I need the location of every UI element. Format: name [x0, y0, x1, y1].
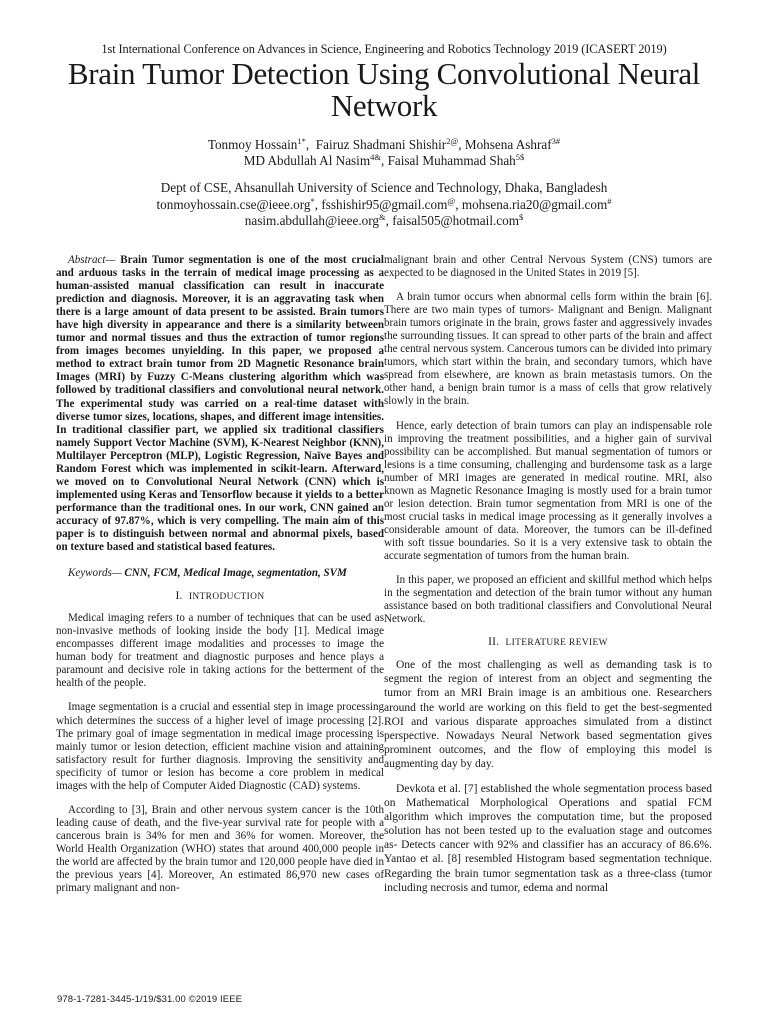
- section-heading-introduction: [56, 589, 384, 604]
- section-title: LITERATURE REVIEW: [505, 638, 608, 649]
- keywords-text: CNN, FCM, Medical Image, segmentation, SVM: [124, 567, 347, 580]
- intro-paragraph-6: In this paper, we proposed an efficient and skillful method which helps in the segmentation and detection of the brain tumor without any human assistance based on both traditional classifiers and Convolutional Neural Network.: [384, 574, 712, 626]
- left-column: [56, 254, 384, 895]
- author-separator: ,: [458, 137, 462, 152]
- intro-paragraph-2: Image segmentation is a crucial and essential step in image processing which determines the success of a higher level of image processing [2]. The primary goal of image segmentation in medical image processing is mainly tumor or lesion detection, efficient machine vision and attaining satisfactory result for further diagnosis. Improving the sensitivity and specificity of tumor or lesion has become a core problem in medical images with the help of Computer Aided Diagnostic (CAD) systems.: [56, 701, 384, 792]
- author-line-1: [0, 137, 768, 153]
- email-mark: &: [378, 212, 386, 222]
- author-line-2: [0, 153, 768, 169]
- email-line-1: [0, 197, 768, 214]
- section-title: INTRODUCTION: [188, 592, 265, 603]
- author-name: Mohsena Ashraf: [464, 137, 552, 152]
- author-mark: 4&: [370, 152, 381, 162]
- email: faisal505@hotmail.com: [392, 213, 519, 228]
- author-name: Fairuz Shadmani Shishir: [315, 137, 447, 152]
- email-separator: ,: [314, 196, 319, 212]
- intro-paragraph-4: A brain tumor occurs when abnormal cells form within the brain [6]. There are two main types of tumors- Malignant and Benign. Malignant brain tumors originate in the brain, grows faster and aggressively invades the surrounding tissues. It can spread to other parts of the brain and affect the central nervous system. Cancerous tumors can be divided into primary tumors, which start within the brain, and secondary tumors, which have spread from elsewhere, are known as brain metastasis tumors. On the other hand, a benign brain tumor is a mass of cells that grow relatively slowly in the brain.: [384, 291, 712, 408]
- abstract: [56, 254, 384, 554]
- affiliation: Dept of CSE, Ahsanullah University of Science and Technology, Dhaka, Bangladesh: [160, 180, 608, 195]
- email-mark: #: [607, 195, 612, 206]
- intro-paragraph-1: Medical imaging refers to a number of techniques that can be used as non-invasive methods of looking inside the body [1]. Medical image encompasses different image modalities and processes to image the human body for treatment and diagnostic purposes and hence plays a paramount and decisive role in taking actions for the betterment of the health of the people.: [56, 612, 384, 690]
- lit-paragraph-2: Devkota et al. [7] established the whole segmentation process based on Mathematical Morphological Operations and spatial FCM algorithm which improves the computation time, but the proposed solution has not been tested up to the evaluation stage and outcomes as- Detects cancer with 92% and classifier has an accuracy of 86.6%. Yantao et al. [8] resembled Histogram based segmentation technique. Regarding the brain tumor segmentation task as a three-class (tumor including necrosis and tumor, edema and normal: [384, 783, 712, 894]
- author-mark: 2@: [446, 136, 459, 146]
- paper-title: Brain Tumor Detection Using Convolutional Neural Network: [67, 56, 701, 123]
- copyright-footer: 978-1-7281-3445-1/19/$31.00 ©2019 IEEE: [57, 994, 243, 1005]
- right-column: [384, 254, 712, 895]
- intro-continuation: malignant brain and other Central Nervous System (CNS) tumors are expected to be diagnosed in the United States in 2019 [5].: [384, 254, 712, 280]
- email-mark: @: [447, 195, 456, 206]
- author-mark: 3#: [551, 136, 561, 146]
- email: tonmoyhossain.cse@ieee.org: [156, 196, 311, 212]
- affiliation-block: [0, 180, 768, 230]
- email-line-2: [0, 213, 768, 230]
- conference-header: 1st International Conference on Advances in Science, Engineering and Robotics Technology 2019 (ICASERT 2019): [101, 42, 667, 56]
- abstract-text: Brain Tumor segmentation is one of the most crucial and arduous tasks in the terrain of medical image processing as a human-assisted manual classification can result in inaccurate prediction and diagnosis. Moreover, it is an aggravating task when there is a large amount of data present to be assisted. Brain tumors have high diversity in appearance and there is a similarity between tumor and normal tissues and thus the extraction of tumor regions from images becomes unyielding. In this paper, we proposed a method to extract brain tumor from 2D Magnetic Resonance brain Images (MRI) by Fuzzy C-Means clustering algorithm which was followed by traditional classifiers and convolutional neural network. The experimental study was carried on a real-time dataset with diverse tumor sizes, locations, shapes, and different image intensities. In traditional classifier part, we applied six traditional classifiers namely Support Vector Machine (SVM), K-Nearest Neighbor (KNN), Multilayer Perceptron (MLP), Logistic Regression, Naïve Bayes and Random Forest which was implemented in scikit-learn. Afterward, we moved on to Convolutional Neural Network (CNN) which is implemented using Keras and Tensorflow because it yields to a better performance than the traditional ones. In our work, CNN gained an accuracy of 97.87%, which is very compelling. The main aim of this paper is to distinguish between normal and abnormal pixels, based on texture based and statistical based features.: [56, 254, 384, 554]
- email: mohsena.ria20@gmail.com: [461, 196, 608, 212]
- author-list: [0, 137, 768, 169]
- author-name: MD Abdullah Al Nasim: [243, 153, 371, 168]
- author-separator: ,: [380, 153, 385, 168]
- author-name: Faisal Muhammad Shah: [387, 153, 516, 168]
- email-mark: *: [310, 195, 315, 206]
- author-separator: ,: [305, 137, 310, 152]
- email: fsshishir95@gmail.com: [321, 196, 448, 212]
- intro-paragraph-5: Hence, early detection of brain tumors can play an indispensable role in improving the treatment possibilities, and a higher gain of survival possibility can be accomplished. But manual segmentation of tumors or lesions is a time consuming, challenging and burdensome task as a large number of MRI images are generated in medical routine. MRI, also known as Magnetic Resonance Imaging is mostly used for a brain tumor or lesion detection. Brain tumor segmentation from MRI is one of the most crucial tasks in medical image processing as it generally involves a considerable amount of data. Moreover, the tumors can be ill-defined with soft tissue boundaries. So it is a very extensive task to obtain the accurate segmentation of tumors from the human brain.: [384, 419, 712, 562]
- email-separator: ,: [385, 213, 389, 228]
- keywords-lead: Keywords—: [68, 567, 122, 580]
- author-mark: 1*: [297, 136, 306, 146]
- email-separator: ,: [455, 196, 459, 212]
- section-numeral: I.: [175, 589, 183, 603]
- intro-paragraph-3: According to [3], Brain and other nervous system cancer is the 10th leading cause of death, and the five-year survival rate for people with a cancerous brain is 34% for men and 36% for women. Moreover, the World Health Organization (WHO) states that around 400,000 people in the world are affected by the brain tumor and 120,000 people have died in the previous years [4]. Moreover, An estimated 86,970 new cases of primary malignant and non-: [56, 803, 384, 895]
- section-numeral: II.: [488, 635, 500, 649]
- email-mark: $: [518, 212, 524, 222]
- lit-paragraph-1: One of the most challenging as well as demanding task is to segment the region of interest from an object and segmenting the tumor from an MRI Brain image is an ambitious one. Researchers around the world are working on this field to get the best-segmented ROI and various disparate approaches simulated from a distinct perspective. Nowadays Neural Network based segmentation gives prominent outcomes, and the flow of employing this model is augmenting day by day.: [384, 659, 712, 770]
- author-name: Tonmoy Hossain: [207, 137, 298, 152]
- section-heading-literature-review: [384, 635, 712, 650]
- email: nasim.abdullah@ieee.org: [244, 213, 379, 228]
- abstract-lead: Abstract—: [68, 254, 116, 266]
- keywords: [56, 567, 384, 580]
- literature-review-body: [384, 658, 712, 895]
- author-mark: 5$: [515, 152, 525, 162]
